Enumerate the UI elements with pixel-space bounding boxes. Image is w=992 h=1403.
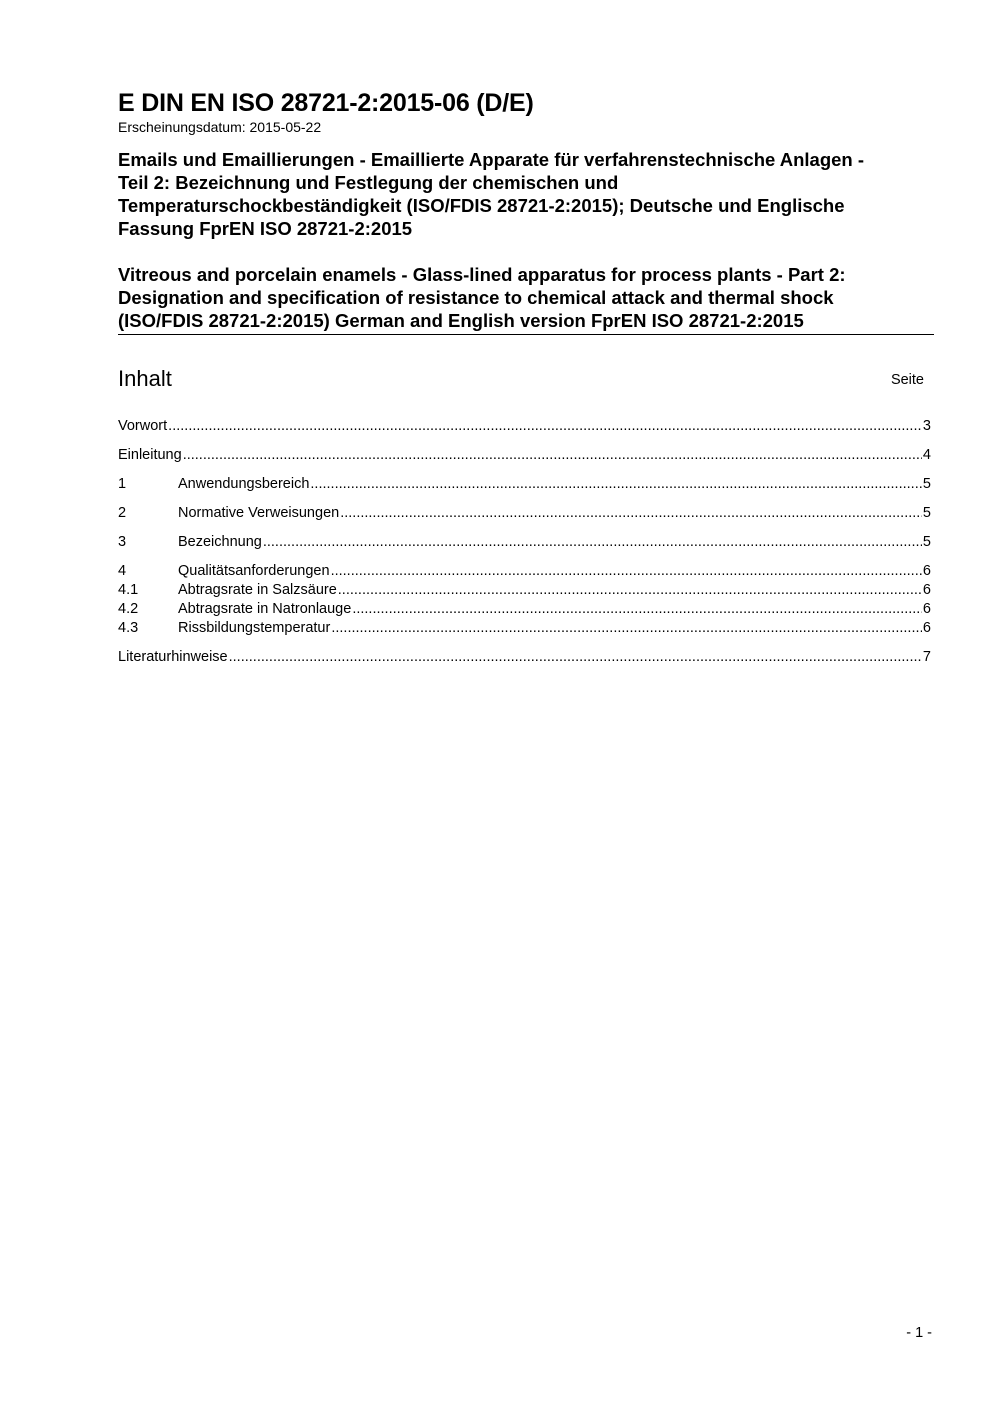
toc-entry-literaturhinweise[interactable] [118, 648, 931, 667]
toc-entry-page: 5 [922, 534, 931, 550]
toc-entry-text: Vorwort [118, 418, 168, 434]
toc-title: Inhalt [118, 366, 172, 391]
toc-entry-2[interactable] [118, 504, 931, 523]
toc-entry-page: 5 [922, 505, 931, 521]
toc-leader-dots [263, 533, 922, 552]
toc-entry-einleitung[interactable] [118, 446, 931, 465]
toc-entry-number: 4.1 [118, 582, 139, 598]
toc-entry-text: Bezeichnung [178, 534, 262, 550]
toc-leader-dots [338, 581, 922, 600]
toc-leader-dots [331, 619, 922, 638]
toc-leader-dots [310, 475, 922, 494]
toc-entry-text: Anwendungsbereich [178, 476, 310, 492]
toc-entry-page: 6 [922, 563, 931, 579]
toc-entry-3[interactable] [118, 533, 931, 552]
toc-entry-page: 6 [922, 582, 931, 598]
toc-entry-4[interactable] [118, 562, 931, 581]
toc-entry-1[interactable] [118, 475, 931, 494]
toc-entry-number: 2 [118, 505, 127, 521]
toc-entry-page: 4 [922, 447, 931, 463]
document-id: E DIN EN ISO 28721-2:2015-06 (D/E) [118, 89, 534, 117]
toc-entry-4-1[interactable] [118, 581, 931, 600]
toc-entry-text: Abtragsrate in Natronlauge [178, 601, 352, 617]
toc-entry-vorwort[interactable] [118, 417, 931, 436]
document-page [118, 88, 934, 667]
toc-entry-page: 6 [922, 601, 931, 617]
toc-entry-page: 5 [922, 476, 931, 492]
toc-entry-number: 1 [118, 476, 127, 492]
toc-entry-page: 7 [922, 649, 931, 665]
toc-leader-dots [229, 648, 922, 667]
toc-entry-number: 3 [118, 534, 127, 550]
toc-entry-text: Normative Verweisungen [178, 505, 340, 521]
toc-leader-dots [168, 417, 922, 436]
toc-entry-text: Literaturhinweise [118, 649, 228, 665]
toc-entry-text: Rissbildungstemperatur [178, 620, 331, 636]
toc-leader-dots [183, 446, 922, 465]
toc-entry-4-3[interactable] [118, 619, 931, 638]
toc-entry-page: 3 [922, 418, 931, 434]
toc-entry-text: Einleitung [118, 447, 182, 463]
publication-date: Erscheinungsdatum: 2015-05-22 [118, 119, 322, 135]
footer-page-number: - 1 - [906, 1325, 932, 1341]
toc-entry-number: 4.2 [118, 601, 139, 617]
toc-entry-4-2[interactable] [118, 600, 931, 619]
toc-entry-text: Abtragsrate in Salzsäure [178, 582, 337, 598]
toc-page-label: Seite [890, 372, 924, 388]
toc-entry-number: 4 [118, 563, 127, 579]
german-title: Emails und Emaillierungen - Emaillierte Apparate für verfahrenstechnische Anlagen - Teil 2: Bezeichnung und Festlegung der chemischen und Temperaturschockbeständigkeit (ISO/FDIS 28721-2:2015); Deutsche und Englische Fassung FprEN ISO 28721-2:2015 [118, 149, 865, 239]
english-title: Vitreous and porcelain enamels - Glass-lined apparatus for process plants - Part 2: Designation and specification of resistance to chemical attack and thermal shock (ISO/FDIS 28721-2:2015) German and English version FprEN ISO 28721-2:2015 [118, 263, 934, 335]
toc-leader-dots [331, 562, 922, 581]
toc-entry-page: 6 [922, 620, 931, 636]
toc-entry-text: Qualitätsanforderungen [178, 563, 330, 579]
toc-header [118, 365, 934, 405]
toc-entry-number: 4.3 [118, 620, 139, 636]
toc-leader-dots [352, 600, 922, 619]
toc-leader-dots [340, 504, 922, 523]
table-of-contents [118, 417, 931, 667]
